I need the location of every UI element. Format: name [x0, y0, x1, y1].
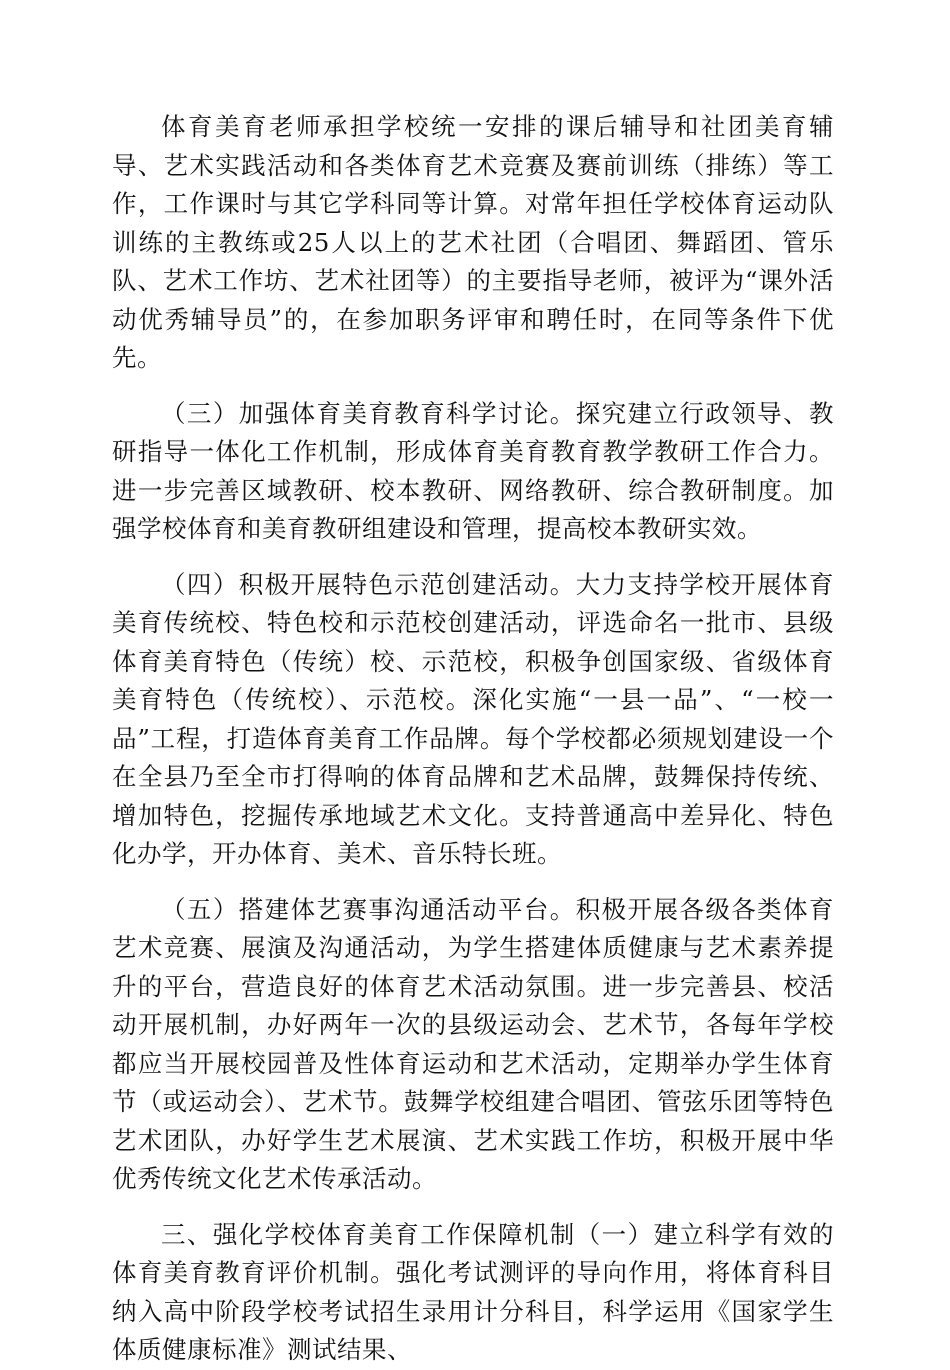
paragraph-teacher-workload: 体育美育老师承担学校统一安排的课后辅导和社团美育辅导、艺术实践活动和各类体育艺术竞赛及赛前训练（排练）等工作，工作课时与其它学科同等计算。对常年担任学校体育运动队训练的主教练或25人以上的艺术社团（合唱团、舞蹈团、管乐队、艺术工作坊、艺术社团等）的主要指导老师，被评为“课外活动优秀辅导员”的，在参加职务评审和聘任时，在同等条件下优先。	[112, 112, 834, 372]
paragraph-part-3-guarantee: 三、强化学校体育美育工作保障机制（一）建立科学有效的体育美育教育评价机制。强化考试测评的导向作用，将体育科目纳入高中阶段学校考试招生录用计分科目，科学运用《国家学生体质健康标准》测试结果、	[112, 1219, 834, 1364]
paragraph-section-3-research: （三）加强体育美育教育科学讨论。探究建立行政领导、教研指导一体化工作机制，形成体育美育教育教学教研工作合力。进一步完善区域教研、校本教研、网络教研、综合教研制度。加强学校体育和美育教研组建设和管理，提高校本教研实效。	[112, 398, 834, 543]
paragraph-section-4-demonstration: （四）积极开展特色示范创建活动。大力支持学校开展体育美育传统校、特色校和示范校创建活动，评选命名一批市、县级体育美育特色（传统）校、示范校，积极争创国家级、省级体育美育特色（传统校）、示范校。深化实施“一县一品”、“一校一品”工程，打造体育美育工作品牌。每个学校都必须规划建设一个在全县乃至全市打得响的体育品牌和艺术品牌，鼓舞保持传统、增加特色，挖掘传承地域艺术文化。支持普通高中差异化、特色化办学，开办体育、美术、音乐特长班。	[112, 569, 834, 868]
paragraph-section-5-competition-platform: （五）搭建体艺赛事沟通活动平台。积极开展各级各类体育艺术竞赛、展演及沟通活动，为学生搭建体质健康与艺术素养提升的平台，营造良好的体育艺术活动氛围。进一步完善县、校活动开展机制，办好两年一次的县级运动会、艺术节，各每年学校都应当开展校园普及性体育运动和艺术活动，定期举办学生体育节（或运动会）、艺术节。鼓舞学校组建合唱团、管弦乐团等特色艺术团队，办好学生艺术展演、艺术实践工作坊，积极开展中华优秀传统文化艺术传承活动。	[112, 894, 834, 1193]
document-body	[112, 108, 834, 1370]
